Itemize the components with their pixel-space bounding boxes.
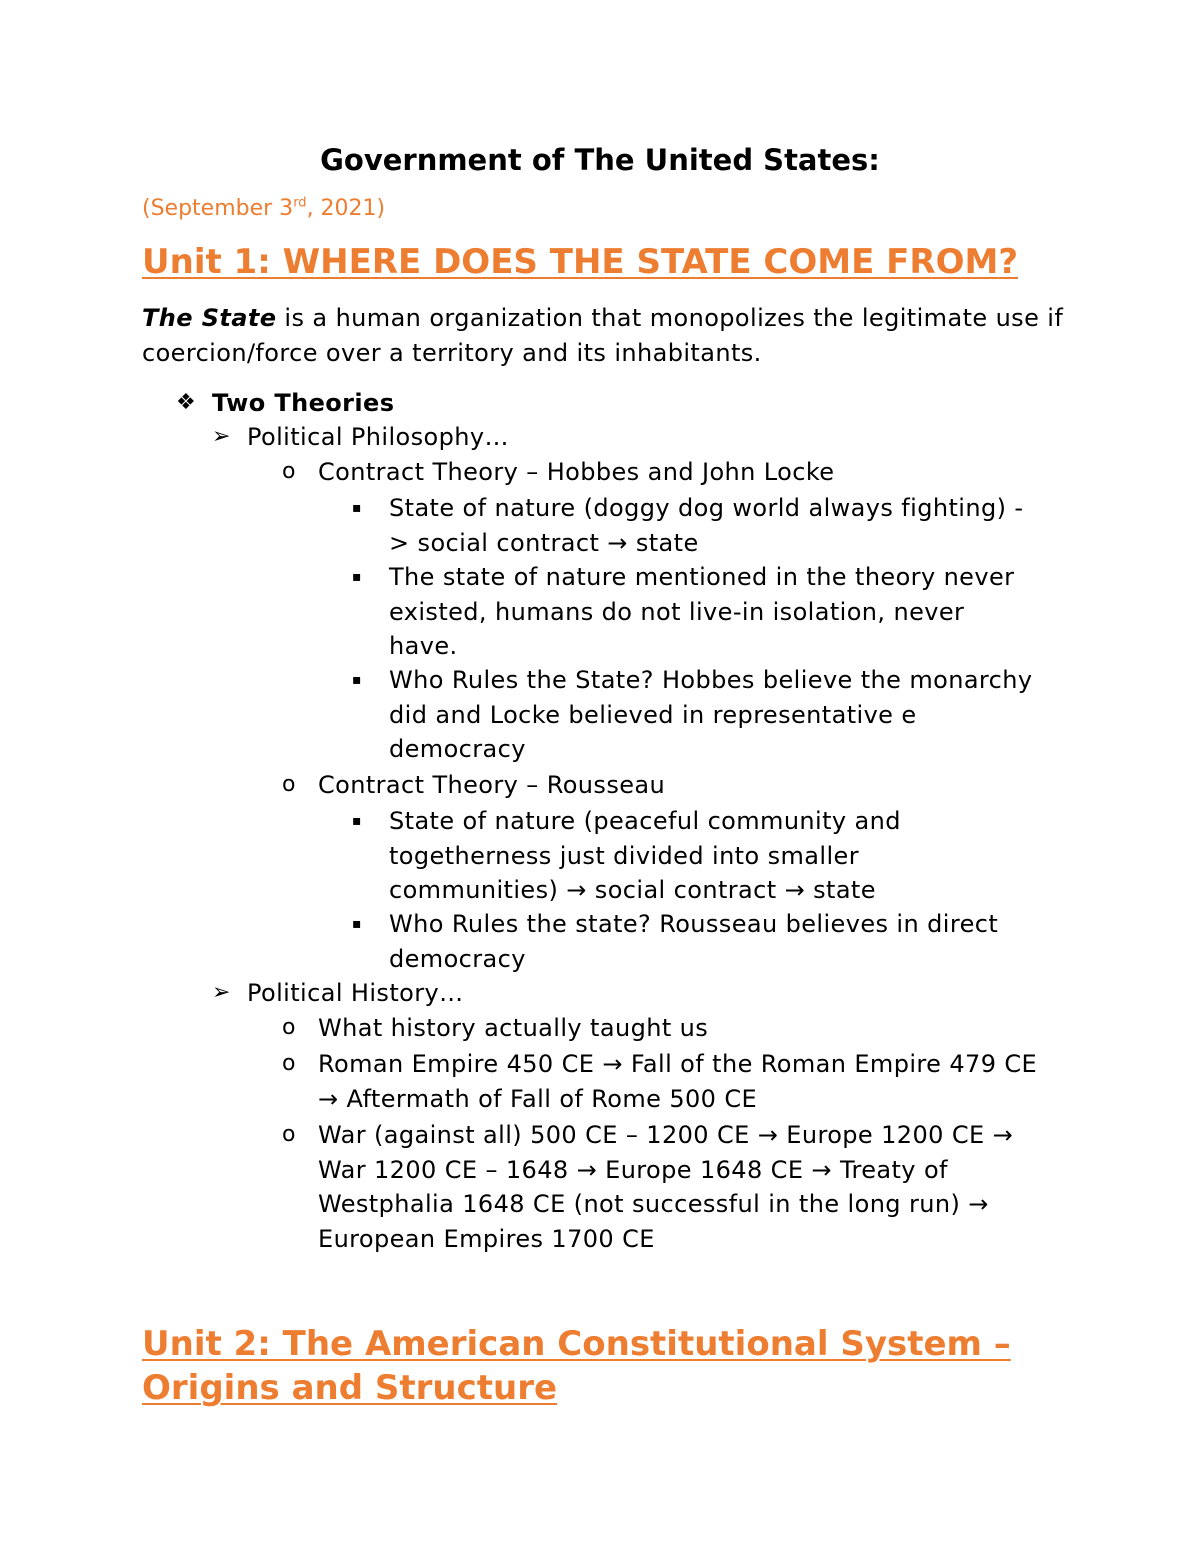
square-bullet-icon: ▪: [352, 916, 362, 932]
section-two-theories: Two Theories: [212, 389, 395, 417]
rousseau-point-1: State of nature (peaceful community and togetherness just divided into smaller communities) → social contract → state: [389, 807, 901, 904]
circle-bullet-icon: o: [282, 459, 296, 484]
arrow-bullet-icon: ➢: [212, 980, 231, 1005]
arrow-bullet-icon: ➢: [212, 424, 231, 449]
definition-text: is a human organization that monopolizes the legitimate use if coercion/force over a territory and its inhabitants.: [142, 304, 1064, 367]
hobbes-locke-point-3: Who Rules the State? Hobbes believe the monarchy did and Locke believed in representative e democracy: [389, 666, 1033, 763]
circle-bullet-icon: o: [282, 772, 296, 797]
unit-2-heading: Unit 2: The American Constitutional System – Origins and Structure: [142, 1324, 1011, 1408]
circle-bullet-icon: o: [282, 1122, 296, 1147]
political-philosophy-label: Political Philosophy…: [247, 423, 509, 451]
document-title: Government of The United States:: [320, 143, 880, 177]
contract-theory-hobbes-locke: Contract Theory – Hobbes and John Locke: [318, 458, 835, 486]
diamond-bullet-icon: ❖: [176, 390, 196, 415]
date-prefix: (September 3: [142, 196, 294, 221]
unit-1-heading: Unit 1: WHERE DOES THE STATE COME FROM?: [142, 242, 1019, 282]
date-superscript: rd: [293, 195, 307, 211]
history-item-3: War (against all) 500 CE – 1200 CE → Europe 1200 CE → War 1200 CE – 1648 → Europe 1648 CE → Treaty of Westphalia 1648 CE (not successful in the long run) → European Empires 1700 CE: [318, 1121, 1014, 1253]
history-item-1: What history actually taught us: [318, 1014, 709, 1042]
square-bullet-icon: ▪: [352, 813, 362, 829]
rousseau-point-2: Who Rules the state? Rousseau believes in direct democracy: [389, 910, 999, 973]
hobbes-locke-point-1: State of nature (doggy dog world always fighting) -> social contract → state: [389, 494, 1024, 557]
political-history-label: Political History…: [247, 979, 464, 1007]
square-bullet-icon: ▪: [352, 500, 362, 516]
date-suffix: , 2021): [306, 196, 386, 221]
document-date: [142, 192, 385, 226]
square-bullet-icon: ▪: [352, 569, 362, 585]
state-definition: [142, 301, 1082, 370]
hobbes-locke-point-2: The state of nature mentioned in the theory never existed, humans do not live-in isolation, never have.: [389, 563, 1015, 660]
history-item-2: Roman Empire 450 CE → Fall of the Roman Empire 479 CE → Aftermath of Fall of Rome 500 CE: [318, 1050, 1038, 1113]
contract-theory-rousseau: Contract Theory – Rousseau: [318, 771, 666, 799]
square-bullet-icon: ▪: [352, 672, 362, 688]
circle-bullet-icon: o: [282, 1015, 296, 1040]
circle-bullet-icon: o: [282, 1051, 296, 1076]
definition-term: The State: [142, 304, 277, 332]
